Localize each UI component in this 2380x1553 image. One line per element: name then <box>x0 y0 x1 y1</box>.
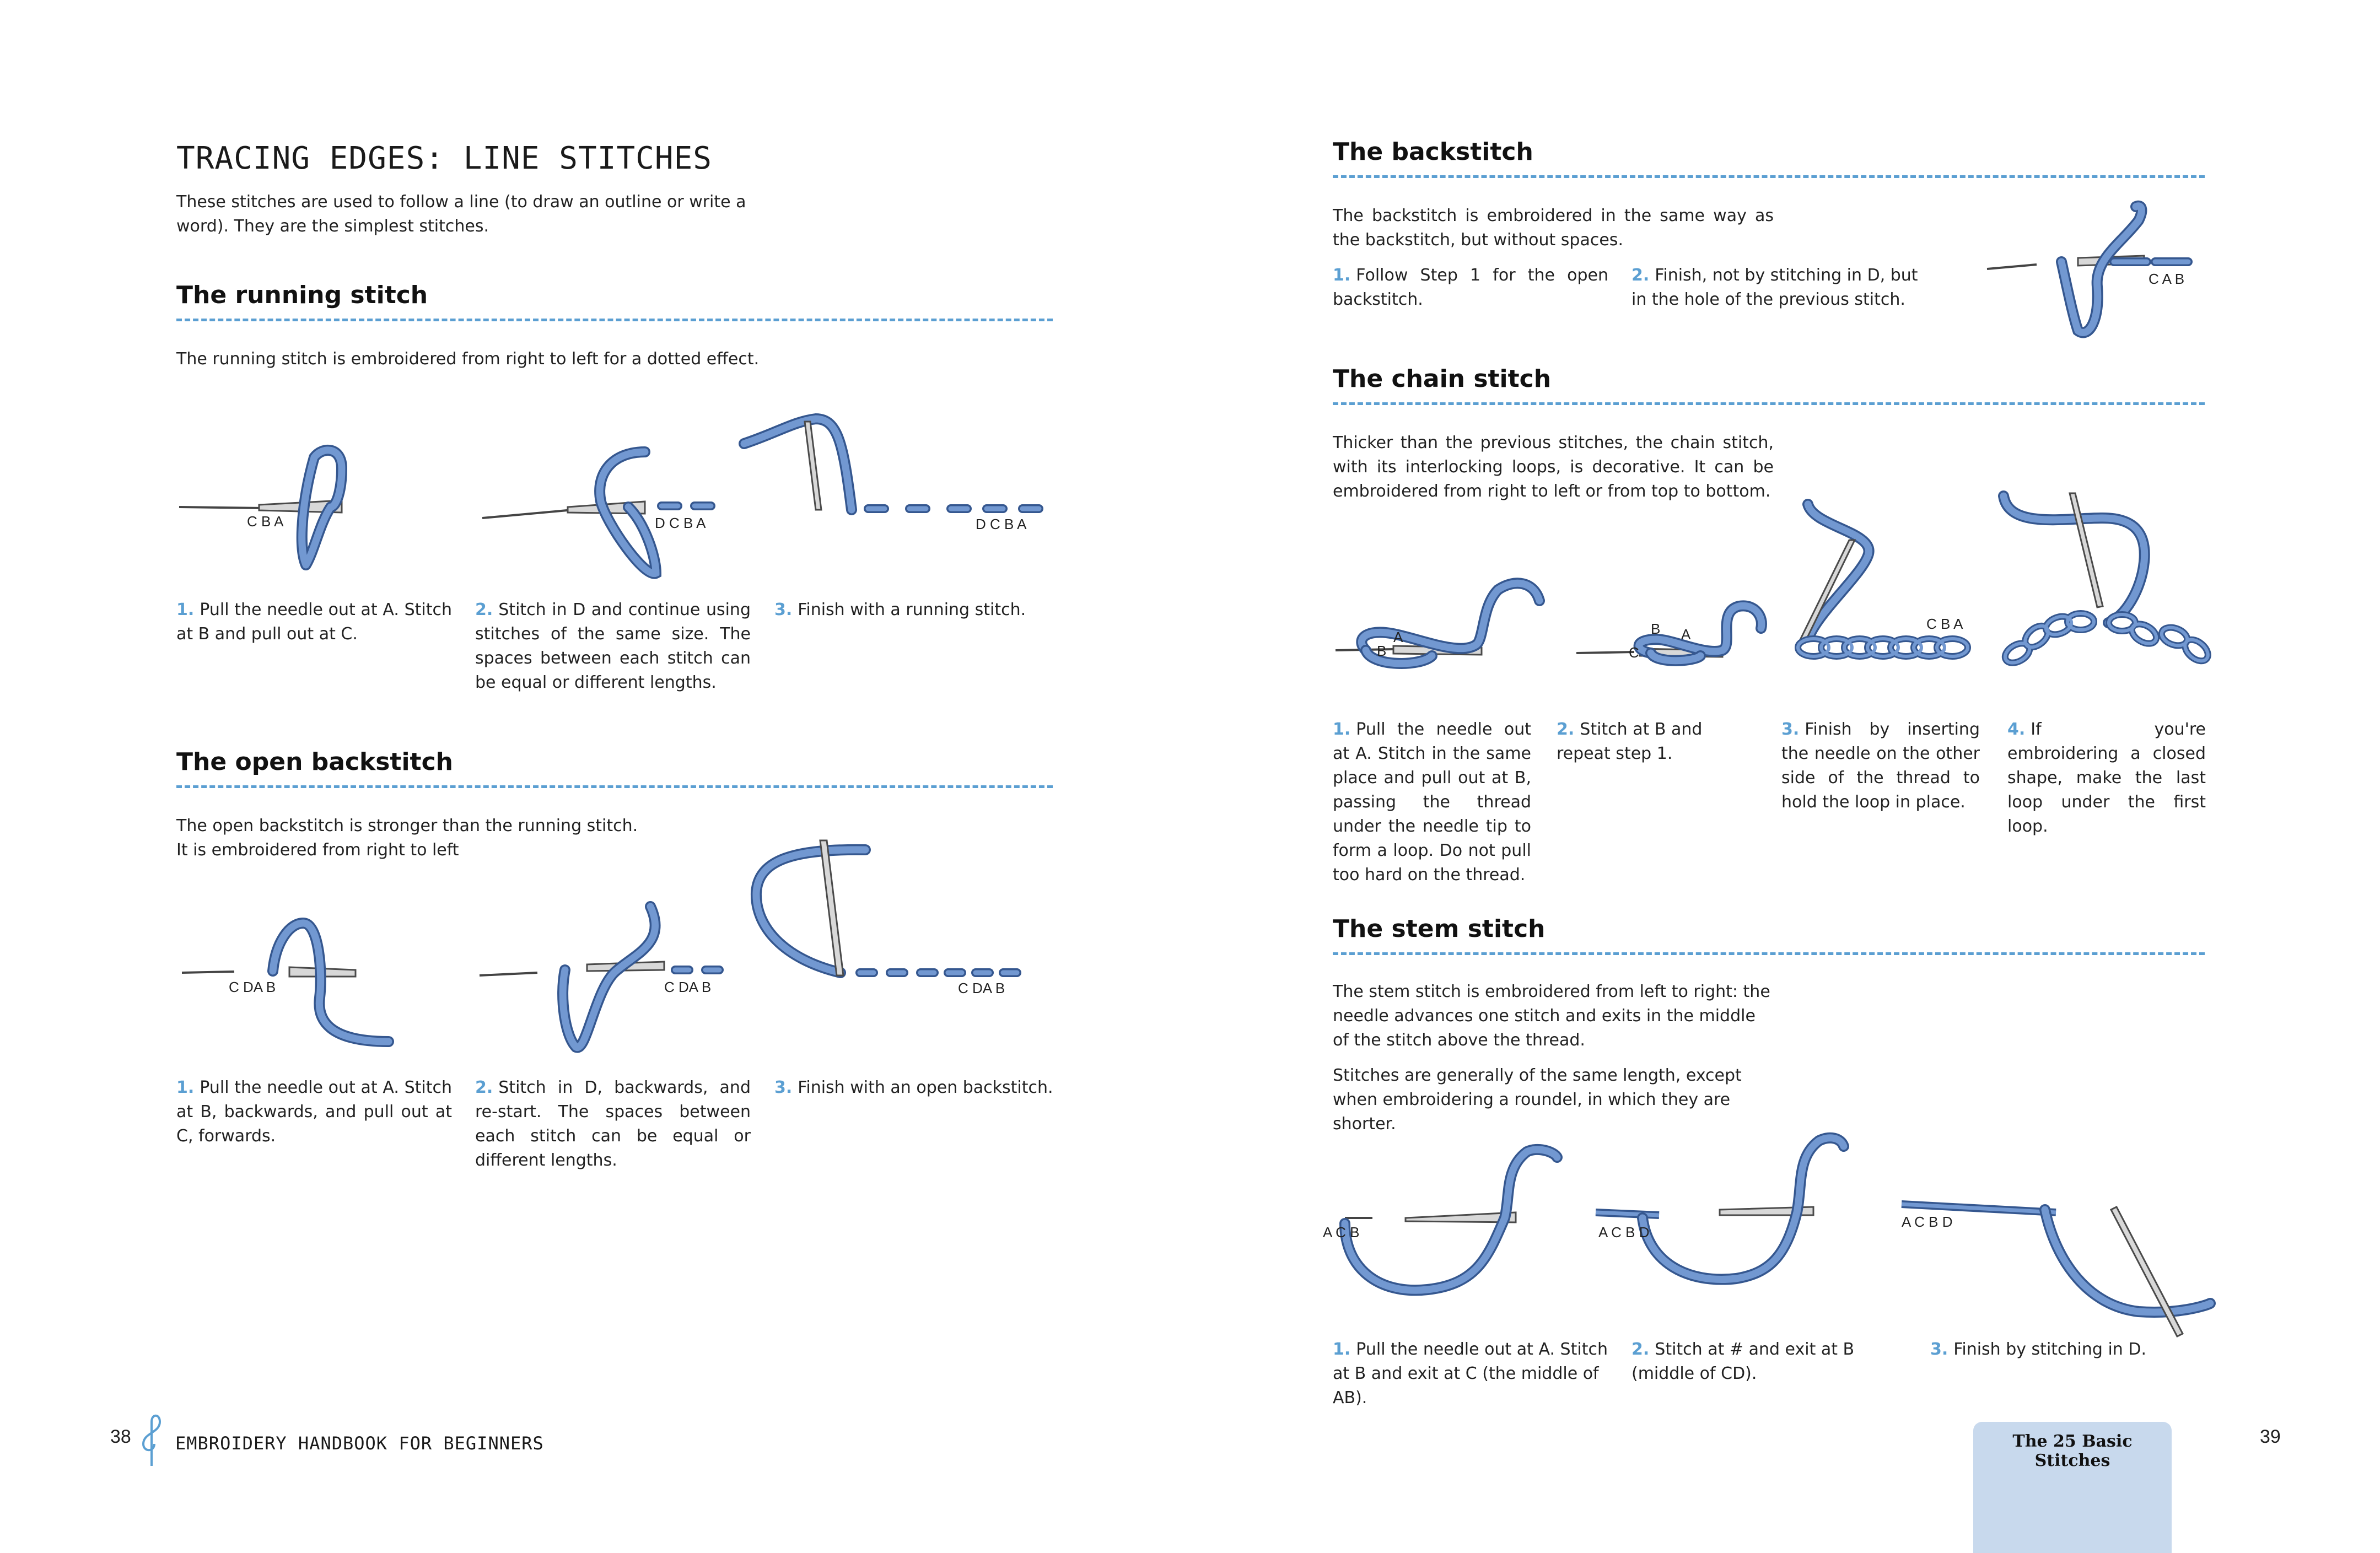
chain-fig-1 <box>1333 573 1548 683</box>
step-number: 3. <box>774 600 793 619</box>
stem-stitch-desc-1: The stem stitch is embroidered from left to right: the needle advances one stitch and exits in the middle of the stitch above the thread. <box>1333 982 1770 1050</box>
chain-fig-2-label-b: B <box>1651 621 1661 637</box>
step-number: 2. <box>1631 266 1650 285</box>
footer-book-title: EMBROIDERY HANDBOOK FOR BEGINNERS <box>175 1433 544 1454</box>
step-number: 1. <box>1333 1340 1351 1359</box>
stem-stitch-desc-2: Stitches are generally of the same length, except when embroidering a roundel, in which they are shorter. <box>1333 1066 1742 1134</box>
page-number-right: 39 <box>2260 1426 2281 1447</box>
step-number: 2. <box>475 600 493 619</box>
chapter-intro: These stitches are used to follow a line (to draw an outline or write a word). They are the simplest stitches. <box>176 192 746 236</box>
stem-step-1 <box>1333 1338 1619 1410</box>
open-backstitch-step-3 <box>774 1076 1061 1100</box>
stem-step-2 <box>1631 1338 1918 1386</box>
stem-fig-3 <box>1891 1196 2221 1350</box>
backstitch-title: The backstitch <box>1333 138 1533 166</box>
step-number: 1. <box>176 1078 195 1097</box>
step-text: Finish by stitching in D. <box>1953 1340 2146 1359</box>
open-backstitch-fig-2 <box>477 893 736 1058</box>
step-number: 1. <box>1333 720 1351 739</box>
running-fig-1-labels: C B A <box>247 513 284 530</box>
running-fig-2 <box>480 441 733 584</box>
step-text: Pull the needle out at A. Stitch in the same place and pull out at B, passing the thread under the needle tip to form a loop. Do not pull too hard on the thread. <box>1333 720 1531 885</box>
chain-stitch-desc: Thicker than the previous stitches, the chain stitch, with its interlocking loops, is decorative. It can be embroidered from right to left or from top to bottom. <box>1333 433 1774 501</box>
open-backstitch-fig-3-labels: C DA B <box>958 980 1005 996</box>
stem-stitch-title: The stem stitch <box>1333 915 1546 943</box>
running-stitch-desc: The running stitch is embroidered from right to left for a dotted effect. <box>176 349 760 369</box>
chapter-tab <box>1973 1422 2172 1553</box>
stem-fig-2 <box>1593 1124 1880 1301</box>
stem-fig-3-labels: A C B D <box>1902 1214 1953 1230</box>
chain-step-2 <box>1557 718 1760 766</box>
section-divider <box>176 319 1053 321</box>
backstitch-desc: The backstitch is embroidered in the same way as the backstitch, but without spaces. <box>1333 206 1774 250</box>
running-fig-1 <box>176 435 358 595</box>
step-text: Stitch at # and exit at B (middle of CD). <box>1631 1340 1855 1383</box>
open-backstitch-step-2 <box>475 1076 751 1173</box>
running-stitch-title: The running stitch <box>176 281 428 309</box>
needle-icon <box>2070 493 2103 607</box>
chain-step-1 <box>1333 718 1531 887</box>
running-fig-3-labels: D C B A <box>976 516 1027 532</box>
step-number: 1. <box>176 600 195 619</box>
step-text: Pull the needle out at A. Stitch at B and exit at C (the middle of AB). <box>1333 1340 1608 1408</box>
step-text: Finish with an open backstitch. <box>798 1078 1053 1097</box>
chain-fig-3 <box>1786 493 1995 670</box>
running-step-1 <box>176 598 452 646</box>
open-backstitch-desc-1: The open backstitch is stronger than the running stitch. <box>176 816 638 835</box>
backstitch-fig-labels: C A B <box>2149 271 2185 287</box>
backstitch-step-1 <box>1333 263 1608 312</box>
backstitch-step-2 <box>1631 263 1918 312</box>
open-backstitch-step-1 <box>176 1076 452 1148</box>
chain-stitch-title: The chain stitch <box>1333 365 1552 393</box>
section-divider <box>1333 402 2205 405</box>
open-backstitch-title: The open backstitch <box>176 748 453 776</box>
needle-logo-icon <box>138 1411 165 1471</box>
open-backstitch-fig-3 <box>750 832 1058 1009</box>
needle-icon <box>820 840 843 975</box>
chain-step-3 <box>1781 718 1980 815</box>
step-text: Follow Step 1 for the open backstitch. <box>1333 266 1608 309</box>
backstitch-fig <box>1984 198 2216 342</box>
needle-icon <box>805 422 821 510</box>
step-text: Finish by inserting the needle on the other side of the thread to hold the loop in place. <box>1781 720 1980 812</box>
section-divider <box>1333 952 2205 955</box>
section-divider <box>176 785 1053 788</box>
stem-fig-1 <box>1323 1130 1576 1306</box>
step-text: Pull the needle out at A. Stitch at B and pull out at C. <box>176 600 452 644</box>
running-step-2 <box>475 598 751 695</box>
step-number: 3. <box>1781 720 1800 739</box>
stem-step-3 <box>1930 1338 2217 1362</box>
step-text: Stitch at B and repeat step 1. <box>1557 720 1703 763</box>
step-number: 2. <box>1631 1340 1650 1359</box>
chain-fig-3-labels: C B A <box>1926 616 1963 632</box>
chain-step-4 <box>2007 718 2206 839</box>
running-step-3 <box>774 598 1061 622</box>
step-number: 1. <box>1333 266 1351 285</box>
step-number: 4. <box>2007 720 2026 739</box>
step-text: Finish with a running stitch. <box>798 600 1026 619</box>
chain-fig-4 <box>1993 485 2224 672</box>
step-text: Finish, not by stitching in D, but in the hole of the previous stitch. <box>1631 266 1918 309</box>
step-number: 3. <box>774 1078 793 1097</box>
step-number: 2. <box>1557 720 1575 739</box>
open-backstitch-desc-2: It is embroidered from right to left <box>176 840 459 860</box>
stem-fig-2-labels: A C B D <box>1598 1224 1650 1241</box>
step-text: Pull the needle out at A. Stitch at B, backwards, and pull out at C, forwards. <box>176 1078 452 1146</box>
step-text: Stitch in D, backwards, and re-start. The spaces between each stitch can be equal or different lengths. <box>475 1078 751 1170</box>
thread-path <box>1361 583 1539 650</box>
chapter-title: TRACING EDGES: LINE STITCHES <box>176 141 713 176</box>
chain-fig-1-label-a: A <box>1393 629 1403 645</box>
chain-fig-2-label-c: C <box>1629 644 1639 661</box>
open-backstitch-fig-2-labels: C DA B <box>664 979 712 995</box>
page-number-left: 38 <box>110 1426 131 1447</box>
chain-fig-2 <box>1574 584 1772 678</box>
step-text: Stitch in D and continue using stitches of the same size. The spaces between each stitch can be equal or different lengths. <box>475 600 751 692</box>
open-backstitch-fig-1 <box>179 909 411 1058</box>
thread-path <box>2045 1210 2210 1312</box>
step-number: 3. <box>1930 1340 1948 1359</box>
step-text: If you're embroidering a closed shape, make the last loop under the first loop. <box>2007 720 2206 836</box>
step-number: 2. <box>475 1078 493 1097</box>
running-fig-2-labels: D C B A <box>655 515 706 531</box>
running-fig-3 <box>733 411 1064 543</box>
chapter-tab-label: The 25 Basic Stitches <box>2012 1432 2133 1470</box>
chain-fig-1-label-b: B <box>1377 643 1387 659</box>
stem-fig-1-labels: A C B <box>1323 1224 1360 1241</box>
open-backstitch-fig-1-labels: C DA B <box>229 979 276 995</box>
section-divider <box>1333 175 2205 178</box>
chain-fig-2-label-a: A <box>1681 626 1691 643</box>
